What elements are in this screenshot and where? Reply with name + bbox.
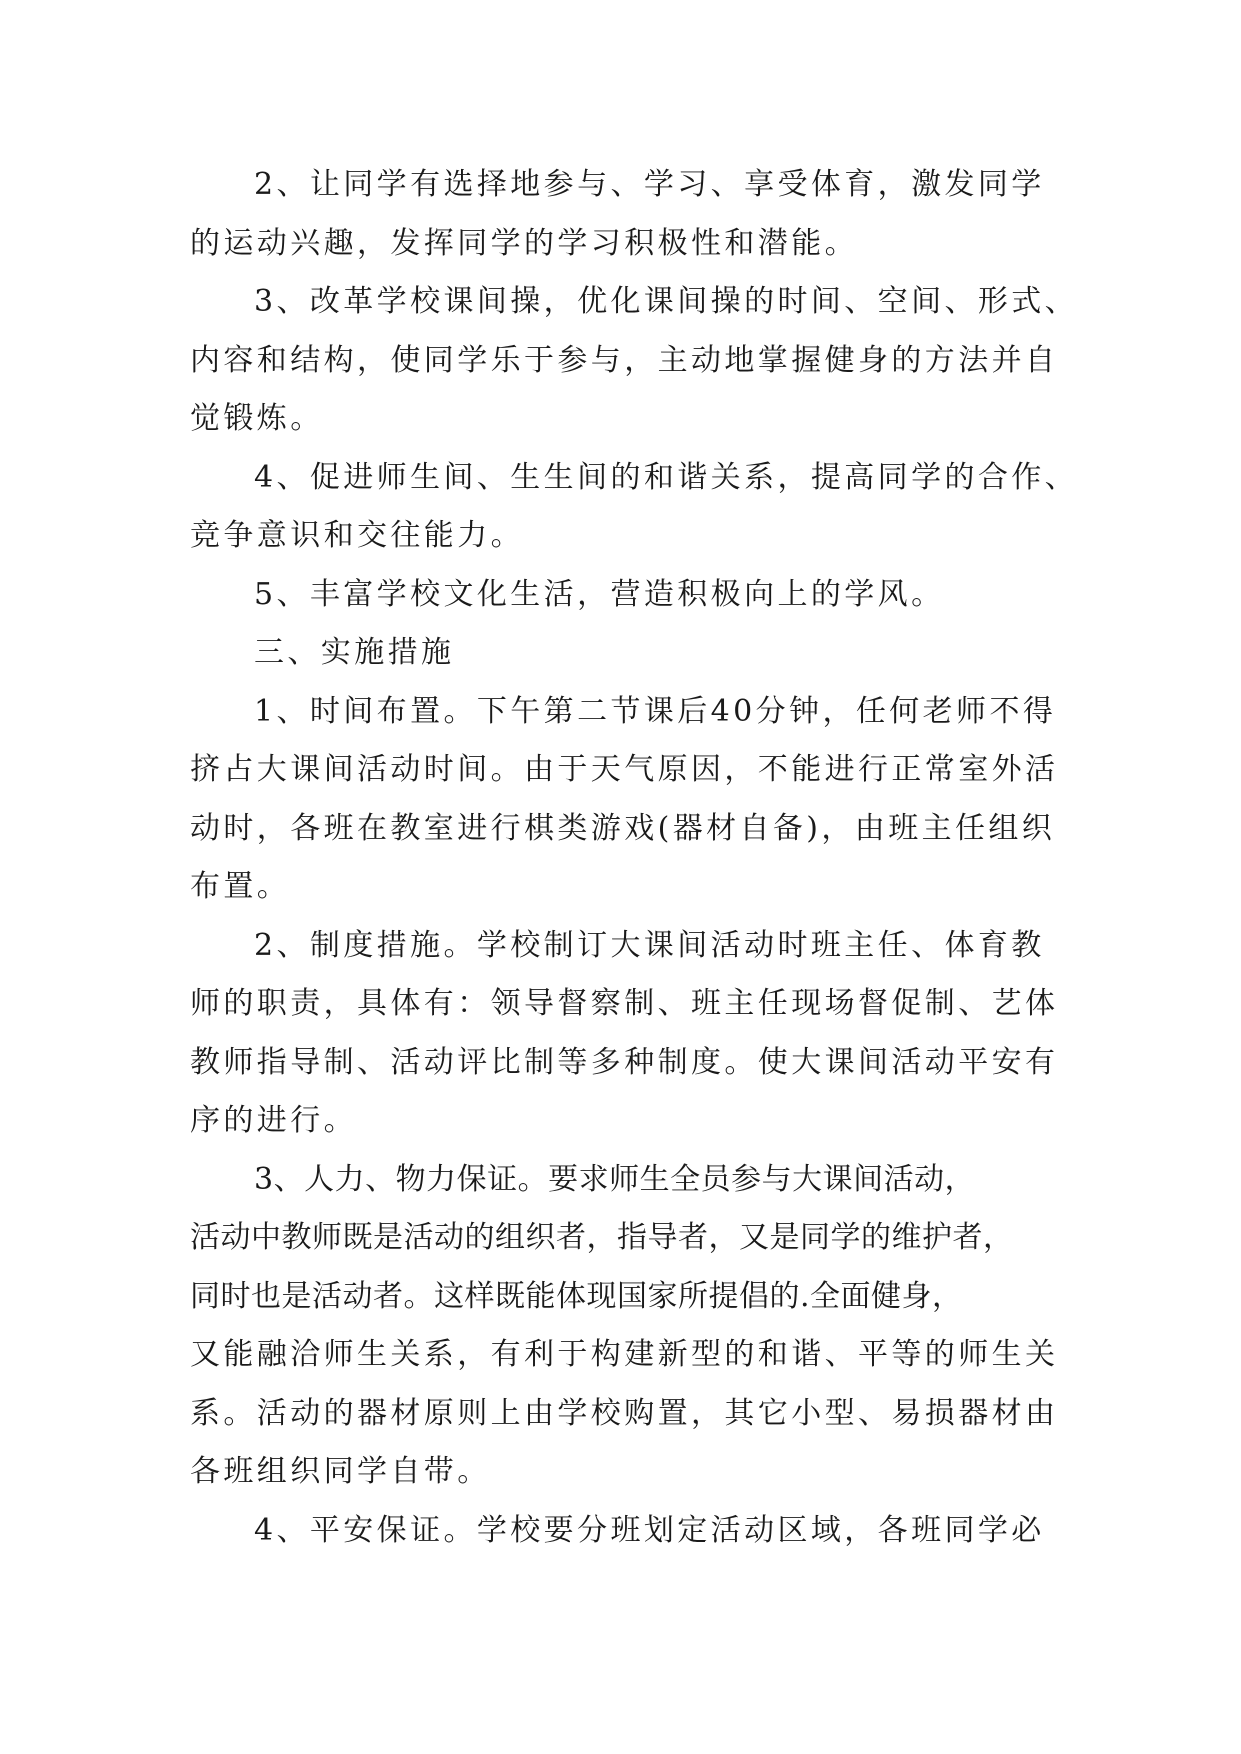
- text-line: 师的职责，具体有：领导督察制、班主任现场督促制、艺体: [190, 986, 1059, 1021]
- text-line: 挤占大课间活动时间。由于天气原因，不能进行正常室外活: [190, 752, 1059, 787]
- paragraph-goal-3: [190, 273, 1079, 449]
- text-line: 5、丰富学校文化生活，营造积极向上的学风。: [254, 576, 945, 612]
- text-line: 觉锻炼。: [190, 401, 324, 436]
- paragraph-goal-5: [190, 566, 1050, 625]
- text-line: 同时也是活动者。这样既能体现国家所提倡的.全面健身，: [190, 1278, 963, 1314]
- text-line: 4、平安保证。学校要分班划定活动区域，各班同学必: [254, 1512, 1045, 1548]
- section-heading: 三、实施措施: [254, 635, 455, 670]
- paragraph-measure-3: [190, 1151, 1059, 1502]
- section-heading-measures: [190, 624, 1050, 683]
- text-line: 4、促进师生间、生生间的和谐关系，提高同学的合作、: [254, 459, 1079, 495]
- paragraph-measure-4: [190, 1502, 1050, 1561]
- text-line: 布置。: [190, 869, 291, 904]
- paragraph-goal-4: [190, 449, 1079, 566]
- text-line: 3、改革学校课间操，优化课间操的时间、空间、形式、: [254, 284, 1079, 319]
- paragraph-goal-2: [190, 156, 1050, 273]
- paragraph-measure-1: [190, 683, 1059, 917]
- document-body: [190, 156, 1079, 1560]
- text-line: 2、让同学有选择地参与、学习、享受体育，激发同学: [254, 167, 1045, 202]
- text-line: 的运动兴趣，发挥同学的学习积极性和潜能。: [190, 225, 858, 261]
- text-line: 各班组织同学自带。: [190, 1454, 491, 1489]
- text-line: 内容和结构，使同学乐于参与，主动地掌握健身的方法并自: [190, 342, 1059, 378]
- text-line: 又能融洽师生关系，有利于构建新型的和谐、平等的师生关: [190, 1337, 1059, 1372]
- text-line: 序的进行。: [190, 1103, 357, 1138]
- text-line: 2、制度措施。学校制订大课间活动时班主任、体育教: [254, 927, 1045, 963]
- text-line: 竞争意识和交往能力。: [190, 518, 524, 553]
- text-line: 动时，各班在教室进行棋类游戏(器材自备)，由班主任组织: [190, 810, 1056, 846]
- text-line: 教师指导制、活动评比制等多种制度。使大课间活动平安有: [190, 1044, 1059, 1080]
- text-line: 1、时间布置。下午第二节课后40分钟，任何老师不得: [254, 693, 1057, 729]
- text-line: 3、人力、物力保证。要求师生全员参与大课间活动，: [254, 1161, 976, 1197]
- text-line: 系。活动的器材原则上由学校购置，其它小型、易损器材由: [190, 1395, 1059, 1431]
- text-line: 活动中教师既是活动的组织者，指导者，又是同学的维护者，: [190, 1220, 1014, 1255]
- paragraph-measure-2: [190, 917, 1059, 1151]
